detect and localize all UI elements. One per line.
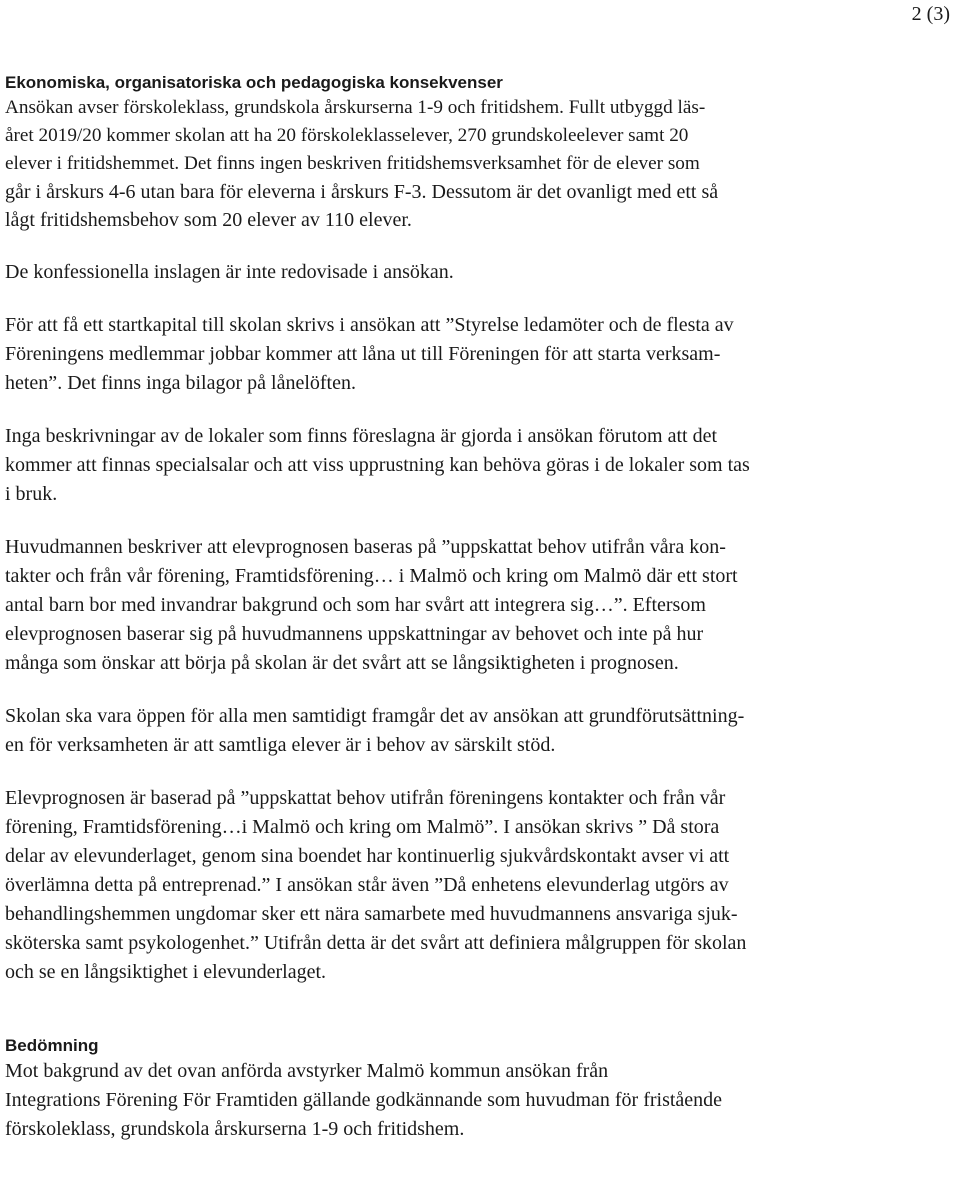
- text-line: Integrations Förening För Framtiden gällande godkännande som huvudman för fristående: [5, 1089, 723, 1111]
- text-line: Föreningens medlemmar jobbar kommer att låna ut till Föreningen för att starta verksam-: [5, 343, 721, 365]
- text-line: överlämna detta på entreprenad.” I ansökan står även ”Då enhetens elevunderlag utgörs av: [5, 874, 729, 896]
- text-line: heten”. Det finns inga bilagor på lånelöften.: [5, 372, 356, 394]
- paragraph-target-group: [5, 784, 955, 987]
- text-line: elever i fritidshemmet. Det finns ingen beskriven fritidshemsverksamhet för de elever som: [5, 153, 700, 174]
- text-line: en för verksamheten är att samtliga elever är i behov av särskilt stöd.: [5, 734, 556, 756]
- paragraph-startcapital: [5, 311, 955, 398]
- paragraph-intro: [5, 94, 955, 234]
- text-line: förskoleklass, grundskola årskurserna 1-9 och fritidshem.: [5, 1118, 465, 1140]
- text-line: Inga beskrivningar av de lokaler som finns föreslagna är gjorda i ansökan förutom att det: [5, 425, 718, 447]
- text-line: förening, Framtidsförening…i Malmö och kring om Malmö”. I ansökan skrivs ” Då stora: [5, 816, 720, 838]
- paragraph-premises: [5, 422, 955, 509]
- text-line: Skolan ska vara öppen för alla men samtidigt framgår det av ansökan att grundförutsättning-: [5, 705, 745, 727]
- document-body: [5, 72, 955, 1144]
- page-number: 2 (3): [911, 3, 950, 25]
- text-line: året 2019/20 kommer skolan att ha 20 förskoleklasselever, 270 grundskoleelever samt 20: [5, 125, 689, 146]
- text-line: behandlingshemmen ungdomar sker ett nära samarbete med huvudmannens ansvariga sjuk-: [5, 903, 738, 925]
- text-line: i bruk.: [5, 483, 58, 505]
- text-line: Ansökan avser förskoleklass, grundskola årskurserna 1-9 och fritidshem. Fullt utbyggd läs-: [5, 97, 706, 118]
- text-line: Mot bakgrund av det ovan anförda avstyrker Malmö kommun ansökan från: [5, 1060, 609, 1082]
- text-line: elevprognosen baserar sig på huvudmannens uppskattningar av behovet och inte på hur: [5, 623, 704, 645]
- text-line: och se en långsiktighet i elevunderlaget.: [5, 961, 327, 983]
- text-line: För att få ett startkapital till skolan skrivs i ansökan att ”Styrelse ledamöter och de flesta av: [5, 314, 734, 336]
- text-line: lågt fritidshemsbehov som 20 elever av 110 elever.: [5, 209, 412, 231]
- paragraph-open-for-all: [5, 702, 955, 760]
- text-line: går i årskurs 4-6 utan bara för eleverna i årskurs F-3. Dessutom är det ovanligt med ett så: [5, 181, 719, 203]
- text-line: många som önskar att börja på skolan är det svårt att se långsiktigheten i prognosen.: [5, 652, 679, 674]
- section-heading-consequences: Ekonomiska, organisatoriska och pedagogiska konsekvenser: [5, 73, 503, 92]
- section-assessment: [5, 1035, 955, 1144]
- text-line: Elevprognosen är baserad på ”uppskattat behov utifrån föreningens kontakter och från vår: [5, 787, 726, 809]
- text-line: De konfessionella inslagen är inte redovisade i ansökan.: [5, 261, 454, 283]
- paragraph-confessional: [5, 258, 955, 287]
- text-line: Huvudmannen beskriver att elevprognosen baseras på ”uppskattat behov utifrån våra kon-: [5, 536, 726, 558]
- section-heading-assessment: Bedömning: [5, 1036, 99, 1055]
- text-line: kommer att finnas specialsalar och att viss upprustning kan behöva göras i de lokaler som tas: [5, 454, 750, 476]
- text-line: takter och från vår förening, Framtidsförening… i Malmö och kring om Malmö där ett stort: [5, 565, 738, 587]
- paragraph-prognosis: [5, 533, 955, 678]
- text-line: delar av elevunderlaget, genom sina boendet har kontinuerlig sjukvårdskontakt avser vi att: [5, 845, 730, 867]
- text-line: sköterska samt psykologenhet.” Utifrån detta är det svårt att definiera målgruppen för skolan: [5, 932, 747, 954]
- text-line: antal barn bor med invandrar bakgrund och som har svårt att integrera sig…”. Eftersom: [5, 594, 706, 616]
